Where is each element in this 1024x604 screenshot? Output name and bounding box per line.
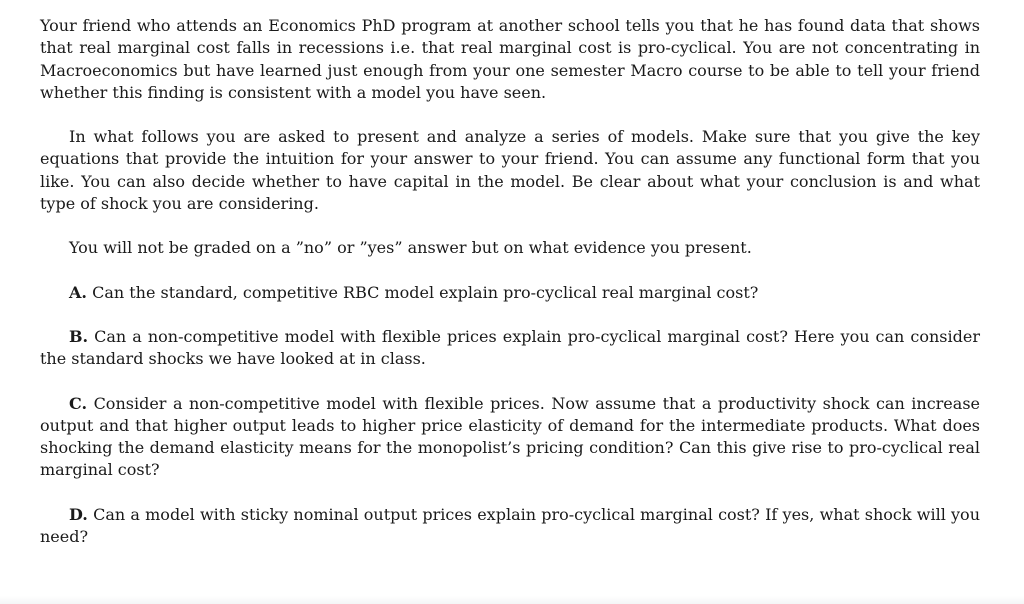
question-a xyxy=(40,282,980,304)
question-c-text: Consider a non-competitive model with flexible prices. Now assume that a productivity shock can increase output and that higher output leads to higher price elasticity of demand for the intermediate products. What does shocking the demand elasticity means for the monopolist’s pricing condition? Can this give rise to pro-cyclical real marginal cost? xyxy=(40,393,980,480)
instructions-paragraph: In what follows you are asked to present and analyze a series of models. Make sure that you give the key equations that provide the intuition for your answer to your friend. You can assume any functional form that you like. You can also decide whether to have capital in the model. Be clear about what your conclusion is and what type of shock you are considering. xyxy=(40,127,980,214)
question-a-text: Can the standard, competitive RBC model explain pro-cyclical real marginal cost? xyxy=(92,282,759,302)
grading-note: You will not be graded on a ”no” or ”yes” answer but on what evidence you present. xyxy=(69,238,752,258)
question-b xyxy=(40,326,980,371)
question-d xyxy=(40,504,980,549)
page-bottom-edge xyxy=(0,596,1024,604)
question-b-text: Can a non-competitive model with flexible prices explain pro-cyclical marginal cost? Here you can consider the standard shocks we have looked at in class. xyxy=(40,326,980,369)
question-a-letter: A. xyxy=(69,282,87,302)
problem-document xyxy=(40,15,980,570)
question-c xyxy=(40,393,980,482)
question-d-text: Can a model with sticky nominal output prices explain pro-cyclical marginal cost? If yes, what shock will you need? xyxy=(40,504,980,547)
question-b-letter: B. xyxy=(69,326,89,346)
question-d-letter: D. xyxy=(69,504,88,524)
question-c-letter: C. xyxy=(69,393,88,413)
intro-paragraph: Your friend who attends an Economics PhD program at another school tells you that he has found data that shows that real marginal cost falls in recessions i.e. that real marginal cost is pro-cyclical. You are not concentrating in Macroeconomics but have learned just enough from your one semester Macro course to be able to tell your friend whether this finding is consistent with a model you have seen. xyxy=(40,16,980,102)
